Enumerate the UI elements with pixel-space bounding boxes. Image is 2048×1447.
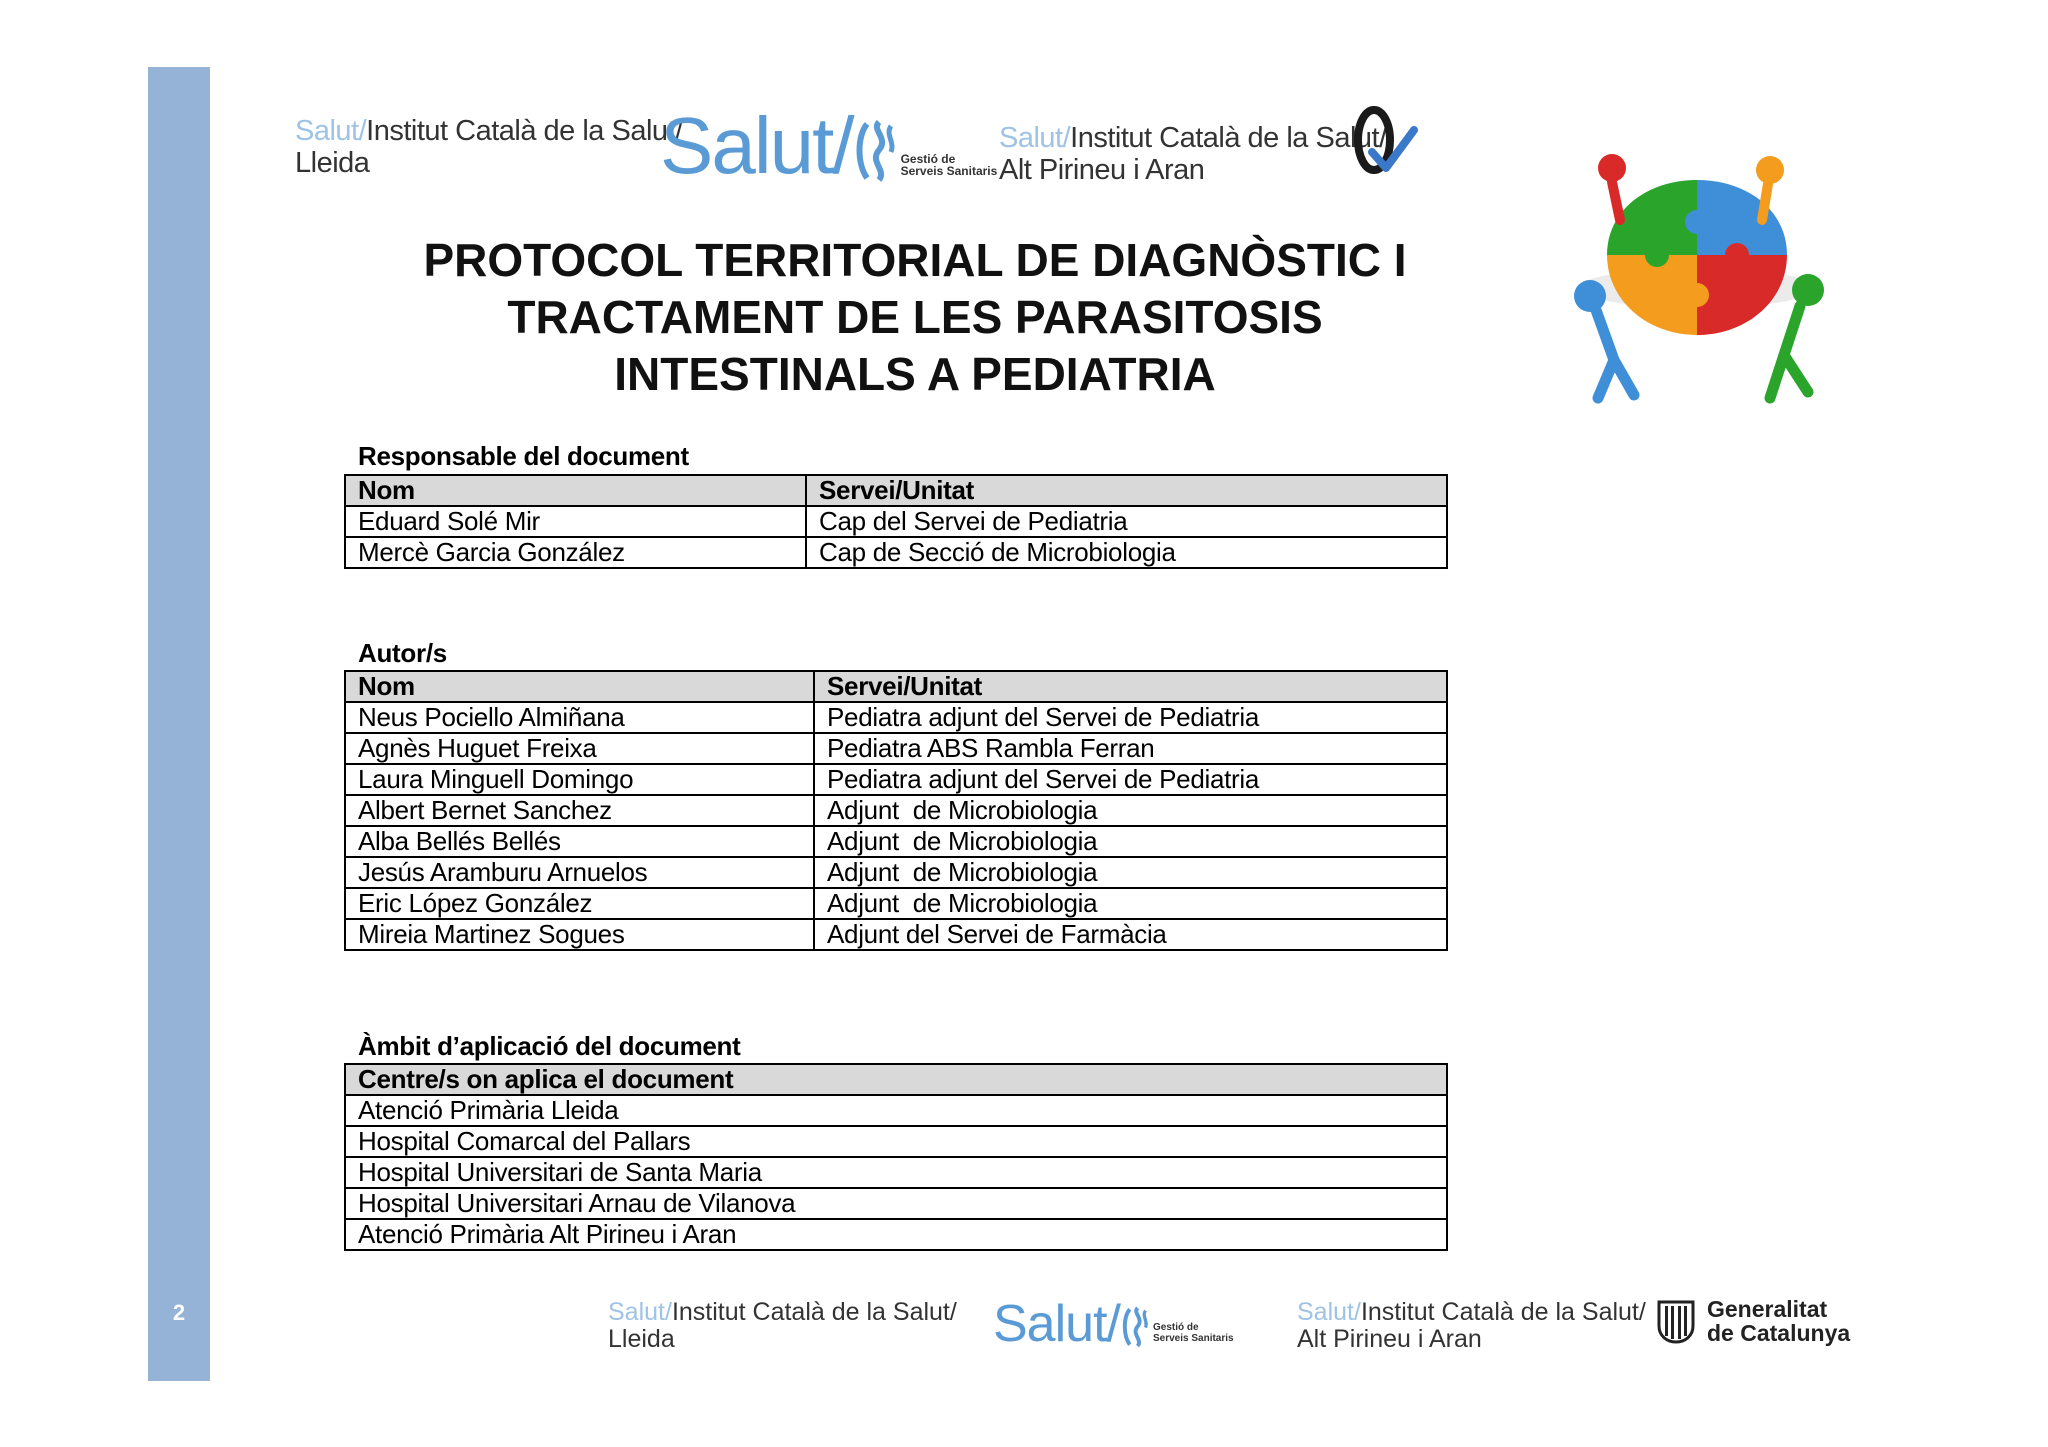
name-cell: Agnès Huguet Freixa [345,733,814,764]
unit-cell: Cap del Servei de Pediatria [806,506,1447,537]
salut-word: Salut/ [993,1295,1120,1353]
table-header-row [345,475,1447,506]
table-row [345,857,1447,888]
unit-cell: Cap de Secció de Microbiologia [806,537,1447,568]
header-ics-pirineu-logo [999,122,1387,186]
ambit-label: Àmbit d’aplicació del document [358,1031,741,1061]
table-row [345,888,1447,919]
gss-name [1153,1323,1234,1344]
generalitat-emblem-icon [1655,1298,1697,1344]
title-line-3: INTESTINALS A PEDIATRIA [614,348,1216,400]
table-header-row [345,1064,1447,1095]
name-cell: Albert Bernet Sanchez [345,795,814,826]
name-cell: Mireia Martinez Sogues [345,919,814,950]
gss-name [901,153,998,178]
header-gss-logo [660,101,998,190]
slide-sidebar [148,67,210,1381]
unit-cell: Adjunt de Microbiologia [814,888,1447,919]
table-row [345,1219,1447,1250]
name-cell: Neus Pociello Almiñana [345,702,814,733]
institution-name: Institut Català de la Salut/ [366,115,683,147]
region-name: Alt Pirineu i Aran [1297,1325,1482,1353]
gss-line2: Serveis Sanitaris [1152,1332,1234,1344]
name-cell: Mercè Garcia González [345,537,806,568]
salut-word: Salut/ [660,101,853,190]
title-line-1: PROTOCOL TERRITORIAL DE DIAGNÒSTIC I [423,234,1407,286]
column-header: Nom [345,475,806,506]
salut-prefix: Salut/ [295,115,367,147]
region-name: Lleida [295,147,370,179]
checkmark-logo-icon [1350,104,1418,180]
name-cell: Jesús Aramburu Arnuelos [345,857,814,888]
column-header: Servei/Unitat [814,671,1447,702]
table-row [345,1188,1447,1219]
footer-ics-lleida-logo [608,1299,957,1353]
table-row [345,826,1447,857]
table-row [345,1095,1447,1126]
gss-line1: Gestió de [1152,1322,1199,1333]
salut-prefix: Salut/ [1297,1298,1361,1326]
table-row [345,537,1447,568]
autors-label: Autor/s [358,638,447,668]
name-cell: Eduard Solé Mir [345,506,806,537]
responsables-label: Responsable del document [358,441,689,471]
generalitat-line1: Generalitat [1707,1296,1828,1322]
header-ics-lleida-logo [295,115,683,179]
autors-table [344,670,1448,951]
title-line-2: TRACTAMENT DE LES PARASITOSIS [507,291,1323,343]
region-name: Lleida [608,1325,675,1353]
unit-cell: Adjunt del Servei de Farmàcia [814,919,1447,950]
ambit-table-clip [340,1061,1452,1254]
unit-cell: Adjunt de Microbiologia [814,826,1447,857]
table-row [345,764,1447,795]
table-row [345,506,1447,537]
column-header: Centre/s on aplica el document [345,1064,1447,1095]
unit-cell: Adjunt de Microbiologia [814,857,1447,888]
gss-line2: Serveis Sanitaris [900,164,998,179]
name-cell: Laura Minguell Domingo [345,764,814,795]
responsables-table [344,474,1448,569]
centre-cell: Hospital Universitari de Santa Maria [345,1157,1447,1188]
centre-cell: Atenció Primària Lleida [345,1095,1447,1126]
column-header: Nom [345,671,814,702]
salut-prefix: Salut/ [608,1298,672,1326]
centre-cell: Atenció Primària Alt Pirineu i Aran [345,1219,1447,1250]
column-header: Servei/Unitat [806,475,1447,506]
unit-cell: Pediatra ABS Rambla Ferran [814,733,1447,764]
generalitat-name [1707,1297,1850,1345]
gss-swirl-icon [1120,1304,1150,1350]
name-cell: Eric López González [345,888,814,919]
page-number: 2 [172,1300,186,1325]
table-row [345,919,1447,950]
centre-cell: Hospital Universitari Arnau de Vilanova [345,1188,1447,1219]
document-title [420,232,1410,403]
table-row [345,1157,1447,1188]
generalitat-line2: de Catalunya [1707,1320,1851,1346]
institution-name: Institut Català de la Salut/ [671,1298,957,1326]
gss-line1: Gestió de [900,151,956,166]
salut-prefix: Salut/ [999,122,1071,154]
institution-name: Institut Català de la Salut/ [1070,122,1387,154]
unit-cell: Pediatra adjunt del Servei de Pediatria [814,702,1447,733]
footer-gss-logo [993,1295,1234,1353]
table-header-row [345,671,1447,702]
region-name: Alt Pirineu i Aran [999,154,1205,186]
generalitat-logo [1655,1297,1850,1345]
puzzle-people-illustration [1562,150,1832,415]
institution-name: Institut Català de la Salut/ [1360,1298,1646,1326]
table-row [345,795,1447,826]
unit-cell: Adjunt de Microbiologia [814,795,1447,826]
table-row [345,733,1447,764]
gss-swirl-icon [853,116,897,186]
footer-ics-pirineu-logo [1297,1299,1646,1353]
unit-cell: Pediatra adjunt del Servei de Pediatria [814,764,1447,795]
table-row [345,1126,1447,1157]
centre-cell: Hospital Comarcal del Pallars [345,1126,1447,1157]
ambit-table [344,1063,1448,1251]
name-cell: Alba Bellés Bellés [345,826,814,857]
table-row [345,702,1447,733]
